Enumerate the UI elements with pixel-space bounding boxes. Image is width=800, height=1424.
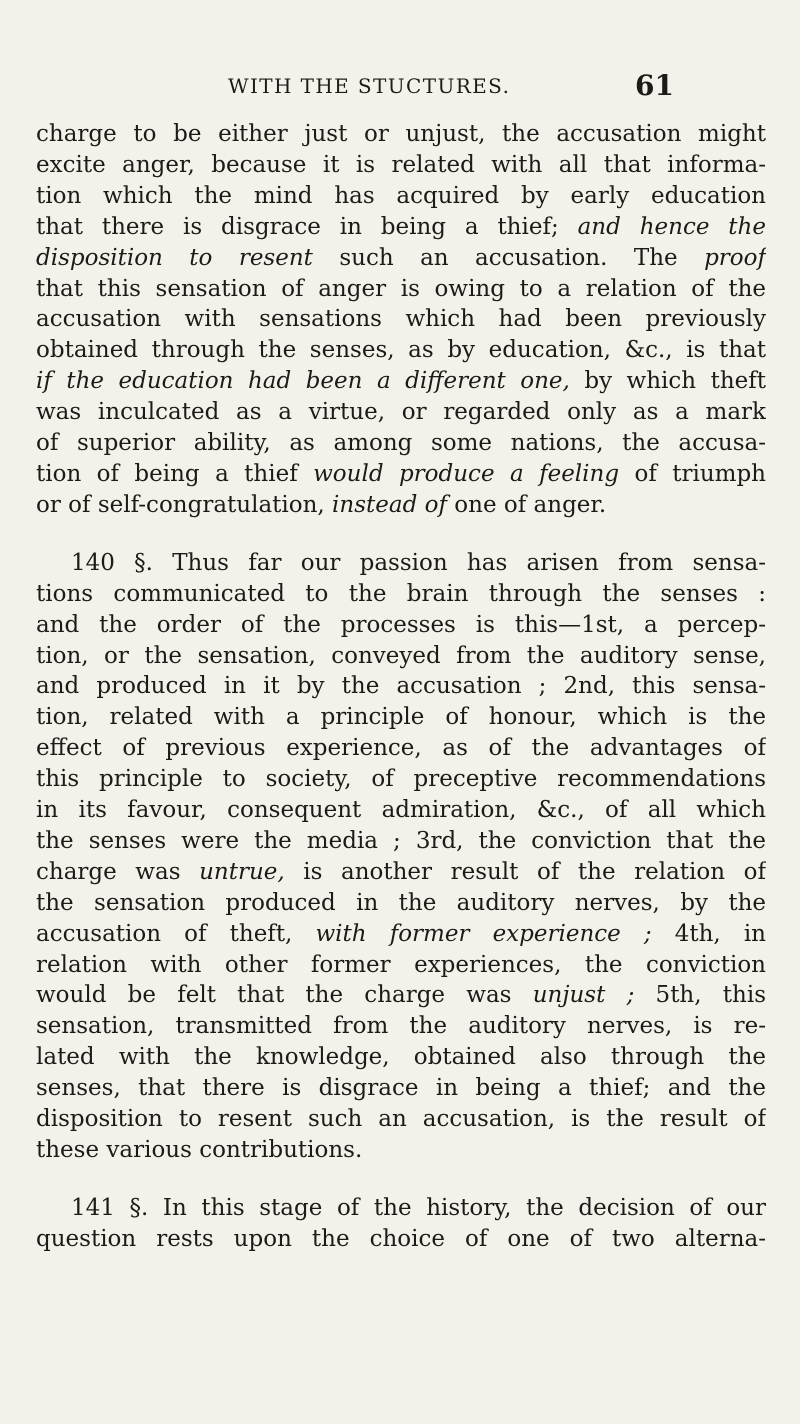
- text-line: effect of previous experience, as of the advantages of: [36, 735, 766, 762]
- text-line: tions communicated to the brain through the senses :: [36, 580, 766, 607]
- text-line: [36, 366, 766, 397]
- page-number: 61: [635, 69, 674, 102]
- text-line: senses, that there is disgrace in being a thief; and the: [36, 1075, 766, 1102]
- italic-phrase: proof: [704, 244, 766, 271]
- text-line: sensation, transmitted from the auditory nerves, is re-: [36, 1013, 766, 1040]
- italic-phrase: instead of: [332, 491, 447, 518]
- text-segment: charge was: [36, 858, 200, 885]
- text-segment: is another result of the relation of: [284, 858, 766, 885]
- text-line: the sensation produced in the auditory nerves, by the: [36, 889, 766, 916]
- text-line: tion, or the sensation, conveyed from the auditory sense,: [36, 642, 766, 669]
- text-line: of superior ability, as among some nations, the accusa-: [36, 430, 766, 457]
- text-segment: by which theft: [569, 368, 766, 395]
- italic-phrase: unjust ;: [532, 982, 635, 1009]
- text-line: and the order of the processes is this—1st, a percep-: [36, 611, 766, 638]
- text-segment: one of anger.: [446, 491, 607, 518]
- text-segment: of triumph: [619, 460, 766, 487]
- text-line: and produced in it by the accusation ; 2nd, this sensa-: [36, 673, 766, 700]
- text-line: the senses were the media ; 3rd, the conviction that the: [36, 827, 766, 854]
- text-line: accusation with sensations which had been previously: [36, 306, 766, 333]
- text-segment: that there is disgrace in being a thief;: [36, 213, 578, 240]
- text-line: that this sensation of anger is owing to a relation of the: [36, 275, 766, 302]
- paragraph-1: [36, 119, 766, 521]
- paragraph-3: [36, 1193, 766, 1255]
- text-line: these various contributions.: [36, 1137, 363, 1163]
- italic-phrase: if the education had been a different one,: [36, 368, 570, 395]
- italic-phrase: untrue,: [199, 858, 285, 885]
- text-line: question rests upon the choice of one of two alterna-: [36, 1225, 766, 1252]
- text-line: charge to be either just or unjust, the accusation might: [36, 121, 766, 147]
- text-line: relation with other former experiences, the conviction: [36, 951, 766, 978]
- text-segment: accusation of theft,: [36, 920, 316, 947]
- text-segment: 5th, this: [634, 982, 766, 1009]
- italic-phrase: and hence the: [577, 213, 766, 240]
- body-text: [36, 119, 766, 1255]
- paragraph-gap: [36, 521, 766, 548]
- text-segment: would be felt that the charge was: [36, 982, 533, 1009]
- text-line: obtained through the senses, as by education, &c., is that: [36, 337, 766, 364]
- text-line: 141 §. In this stage of the history, the decision of our: [71, 1194, 766, 1221]
- running-header: [0, 69, 800, 112]
- text-line: [36, 919, 766, 950]
- text-line: [36, 980, 766, 1011]
- text-line: tion which the mind has acquired by early education: [36, 182, 766, 209]
- text-segment: or of self-congratulation,: [36, 491, 333, 518]
- text-line: [36, 459, 766, 490]
- text-segment: 4th, in: [651, 920, 766, 947]
- paragraph-gap: [36, 1166, 766, 1193]
- italic-phrase: would produce a feeling: [313, 460, 620, 487]
- text-line: [36, 243, 766, 274]
- text-line: [36, 212, 766, 243]
- text-line: in its favour, consequent admiration, &c., of all which: [36, 797, 766, 824]
- text-line: disposition to resent such an accusation, is the result of: [36, 1106, 766, 1133]
- text-line: lated with the knowledge, obtained also through the: [36, 1044, 766, 1071]
- text-segment: tion of being a thief: [36, 460, 314, 487]
- text-line: tion, related with a principle of honour, which is the: [36, 704, 766, 731]
- text-line: 140 §. Thus far our passion has arisen from sensa-: [71, 549, 766, 576]
- text-line: [36, 490, 766, 521]
- text-segment: such an accusation. The: [312, 244, 705, 271]
- paragraph-2: [36, 548, 766, 1166]
- running-title: WITH THE STUCTURES.: [228, 74, 511, 98]
- text-line: was inculcated as a virtue, or regarded only as a mark: [36, 399, 766, 426]
- text-line: this principle to society, of preceptive recommendations: [36, 766, 766, 793]
- italic-phrase: disposition to resent: [36, 244, 313, 271]
- italic-phrase: with former experience ;: [315, 920, 652, 947]
- text-line: [36, 857, 766, 888]
- text-line: excite anger, because it is related with all that informa-: [36, 151, 766, 178]
